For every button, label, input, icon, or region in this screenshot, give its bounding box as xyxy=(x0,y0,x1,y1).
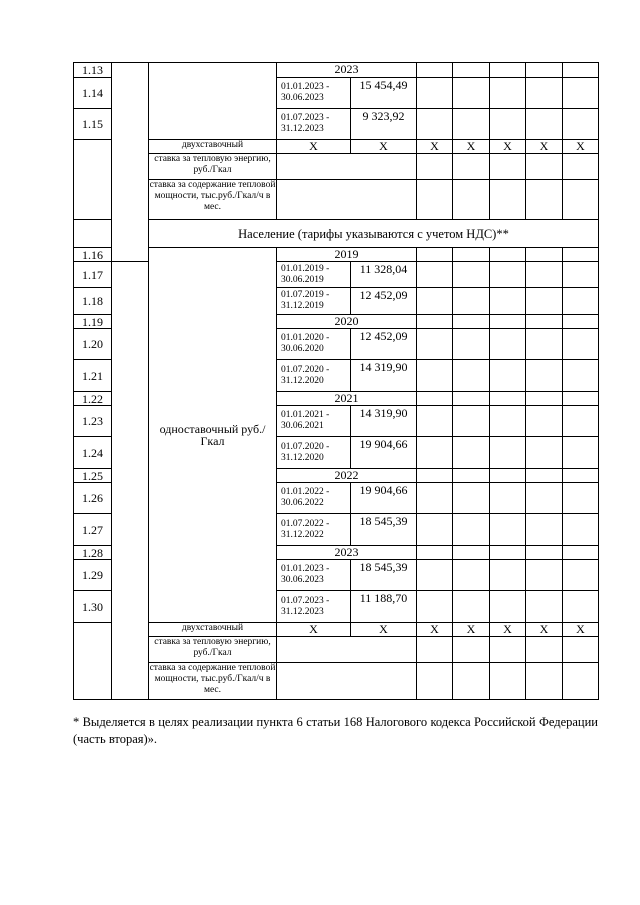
row-number: 1.20 xyxy=(74,329,112,360)
blank-cell xyxy=(74,623,112,700)
table-row xyxy=(74,663,599,700)
tariff-value: 19 904,66 xyxy=(351,483,417,514)
blank-cell xyxy=(74,140,112,220)
x-mark: X xyxy=(453,140,490,154)
tariff-value: 12 452,09 xyxy=(351,329,417,360)
blank-cell xyxy=(112,63,149,262)
period-label: 01.01.2023 - 30.06.2023 xyxy=(277,560,351,591)
tariff-value: 11 328,04 xyxy=(351,262,417,288)
tariff-value: 12 452,09 xyxy=(351,288,417,315)
period-label: 01.07.2022 - 31.12.2022 xyxy=(277,514,351,546)
period-label: 01.07.2019 - 31.12.2019 xyxy=(277,288,351,315)
row-number: 1.21 xyxy=(74,360,112,392)
x-mark: X xyxy=(453,623,490,637)
tariff-value: 11 188,70 xyxy=(351,591,417,623)
x-mark: X xyxy=(526,140,563,154)
period-label: 01.01.2021 - 30.06.2021 xyxy=(277,406,351,437)
blank-cell xyxy=(112,262,149,700)
year-label: 2023 xyxy=(277,546,417,560)
period-label: 01.01.2019 - 30.06.2019 xyxy=(277,262,351,288)
period-label: 01.07.2023 - 31.12.2023 xyxy=(277,109,351,140)
period-label: 01.01.2022 - 30.06.2022 xyxy=(277,483,351,514)
two-part-label: двухставочный xyxy=(149,623,277,637)
x-mark: X xyxy=(417,623,453,637)
x-mark: X xyxy=(277,623,351,637)
table-row xyxy=(74,248,599,262)
row-number: 1.13 xyxy=(74,63,112,78)
tariff-value: 18 545,39 xyxy=(351,560,417,591)
rate-energy-label: ставка за тепловую энергию, руб./Гкал xyxy=(149,154,277,180)
tariff-value: 15 454,49 xyxy=(351,78,417,109)
table-row xyxy=(74,140,599,154)
row-number: 1.22 xyxy=(74,392,112,406)
rate-energy-label: ставка за тепловую энергию, руб./Гкал xyxy=(149,637,277,663)
period-label: 01.07.2020 - 31.12.2020 xyxy=(277,437,351,469)
row-number: 1.25 xyxy=(74,469,112,483)
row-number: 1.14 xyxy=(74,78,112,109)
table-row xyxy=(74,180,599,220)
x-mark: X xyxy=(490,140,526,154)
row-number: 1.30 xyxy=(74,591,112,623)
section-header: Население (тарифы указываются с учетом НДС)** xyxy=(149,220,599,248)
rate-capacity-label: ставка за содержание тепловой мощности, тыс.руб./Гкал/ч в мес. xyxy=(149,663,277,700)
tariff-value: 14 319,90 xyxy=(351,406,417,437)
x-mark: X xyxy=(351,623,417,637)
year-label: 2021 xyxy=(277,392,417,406)
footnote: * Выделяется в целях реализации пункта 6 статьи 168 Налогового кодекса Российской Федерации (часть вторая)». xyxy=(73,715,598,746)
year-label: 2019 xyxy=(277,248,417,262)
blank-cell xyxy=(149,63,277,140)
x-mark: X xyxy=(563,623,599,637)
x-mark: X xyxy=(417,140,453,154)
year-label: 2023 xyxy=(277,63,417,78)
row-number: 1.15 xyxy=(74,109,112,140)
x-mark: X xyxy=(563,140,599,154)
table-row xyxy=(74,154,599,180)
row-number: 1.16 xyxy=(74,248,112,262)
table-row xyxy=(74,63,599,78)
row-number: 1.27 xyxy=(74,514,112,546)
tariff-table xyxy=(73,62,599,700)
row-number: 1.23 xyxy=(74,406,112,437)
x-mark: X xyxy=(490,623,526,637)
table-row xyxy=(74,623,599,637)
table-row xyxy=(74,220,599,248)
year-label: 2022 xyxy=(277,469,417,483)
tariff-value: 14 319,90 xyxy=(351,360,417,392)
year-label: 2020 xyxy=(277,315,417,329)
row-number: 1.19 xyxy=(74,315,112,329)
table-row xyxy=(74,637,599,663)
period-label: 01.01.2020 - 30.06.2020 xyxy=(277,329,351,360)
row-number: 1.29 xyxy=(74,560,112,591)
row-number: 1.24 xyxy=(74,437,112,469)
row-number: 1.28 xyxy=(74,546,112,560)
two-part-label: двухставочный xyxy=(149,140,277,154)
tariff-value: 18 545,39 xyxy=(351,514,417,546)
x-mark: X xyxy=(277,140,351,154)
tariff-value: 19 904,66 xyxy=(351,437,417,469)
row-number: 1.17 xyxy=(74,262,112,288)
row-number: 1.18 xyxy=(74,288,112,315)
period-label: 01.07.2023 - 31.12.2023 xyxy=(277,591,351,623)
tariff-value: 9 323,92 xyxy=(351,109,417,140)
x-mark: X xyxy=(526,623,563,637)
row-number: 1.26 xyxy=(74,483,112,514)
period-label: 01.01.2023 - 30.06.2023 xyxy=(277,78,351,109)
single-part-label: одноставочный руб./Гкал xyxy=(149,248,277,623)
rate-capacity-label: ставка за содержание тепловой мощности, тыс.руб./Гкал/ч в мес. xyxy=(149,180,277,220)
x-mark: X xyxy=(351,140,417,154)
period-label: 01.07.2020 - 31.12.2020 xyxy=(277,360,351,392)
